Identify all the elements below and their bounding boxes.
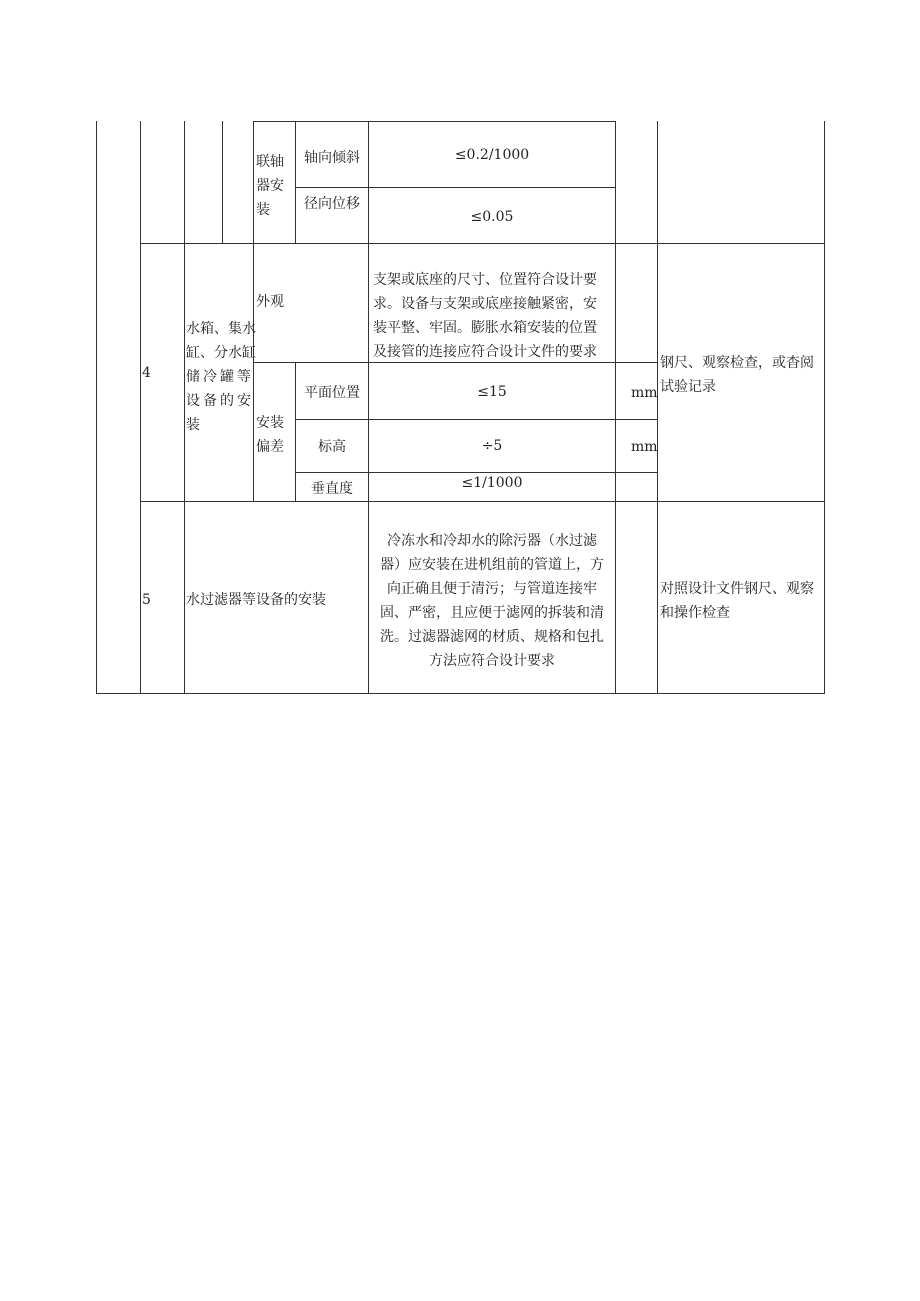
- item-name-line: 储冷罐等: [186, 369, 254, 385]
- deviation-label-line: 安装: [256, 415, 284, 431]
- appearance-requirement-line: 求。设备与支架或底座接触紧密，安: [373, 296, 597, 312]
- inspection-method-line: 和操作检查: [660, 605, 730, 621]
- filter-requirement-line: 向正确且便于清污；与管道连接牢: [387, 581, 597, 597]
- row-divider: [140, 243, 824, 244]
- table-bottom-border: [96, 693, 825, 694]
- item-number: 5: [142, 592, 151, 608]
- filter-requirement-line: 固、严密，且应便于滤网的拆装和清: [380, 605, 604, 621]
- plane-position-value: ≤15: [477, 384, 507, 400]
- appearance-label: 外观: [256, 294, 284, 310]
- item-name-line: 缸、分水缸: [186, 345, 256, 361]
- row-divider: [295, 419, 657, 420]
- col-divider: [253, 121, 254, 502]
- col-divider: [222, 121, 223, 243]
- inspection-method-line: 试验记录: [660, 379, 716, 395]
- axial-tilt-label: 轴向倾斜: [304, 150, 360, 166]
- row-divider: [253, 121, 615, 122]
- plane-position-unit: mm: [631, 385, 658, 401]
- row-divider: [295, 187, 615, 188]
- item-name: 水过滤器等设备的安装: [186, 592, 326, 608]
- axial-tilt-value: ≤0.2/1000: [454, 147, 530, 163]
- plane-position-label: 平面位置: [304, 385, 360, 401]
- deviation-label-line: 偏差: [256, 439, 284, 455]
- col-divider: [657, 121, 658, 694]
- inspection-method-line: 钢尺、观察检查，或杳阅: [660, 355, 814, 371]
- filter-requirement-line: 方法应符合设计要求: [429, 653, 555, 669]
- coupling-label-line: 器安: [256, 178, 284, 194]
- table-left-border: [96, 121, 97, 694]
- col-divider: [295, 121, 296, 243]
- radial-shift-label: 径向位移: [304, 196, 360, 212]
- appearance-requirement-line: 支架或底座的尺寸、位置符合设计要: [373, 272, 597, 288]
- filter-requirement-line: 洗。过滤器滤网的材质、规格和包扎: [380, 629, 604, 645]
- item-name-line: 水箱、集水: [186, 321, 256, 337]
- col-divider: [184, 121, 185, 694]
- radial-shift-value: ≤0.05: [470, 209, 514, 225]
- appearance-requirement-line: 装平整、牢固。膨胀水箱安装的位置: [373, 320, 597, 336]
- verticality-label: 垂直度: [311, 481, 353, 497]
- coupling-label-line: 联轴: [256, 154, 284, 170]
- item-number: 4: [142, 365, 151, 381]
- appearance-requirement-line: 及接管的连接应符合设计文件的要求: [373, 344, 597, 360]
- filter-requirement-line: 冷冻水和冷却水的除污器（水过滤: [387, 533, 597, 549]
- inspection-method-line: 对照设计文件钢尺、观察: [660, 581, 814, 597]
- coupling-label-line: 装: [256, 202, 270, 218]
- elevation-unit: mm: [631, 439, 658, 455]
- col-divider: [140, 121, 141, 694]
- elevation-label: 标高: [318, 439, 346, 455]
- table-right-border: [824, 121, 825, 694]
- item-name-line: 设备的安: [186, 393, 254, 409]
- row-divider: [140, 501, 824, 502]
- col-divider: [615, 243, 616, 694]
- elevation-value: ÷5: [481, 438, 503, 454]
- col-divider: [615, 121, 616, 243]
- verticality-value: ≤1/1000: [461, 475, 523, 491]
- filter-requirement-line: 器）应安装在进机组前的管道上，方: [380, 557, 604, 573]
- item-name-line: 装: [186, 417, 200, 433]
